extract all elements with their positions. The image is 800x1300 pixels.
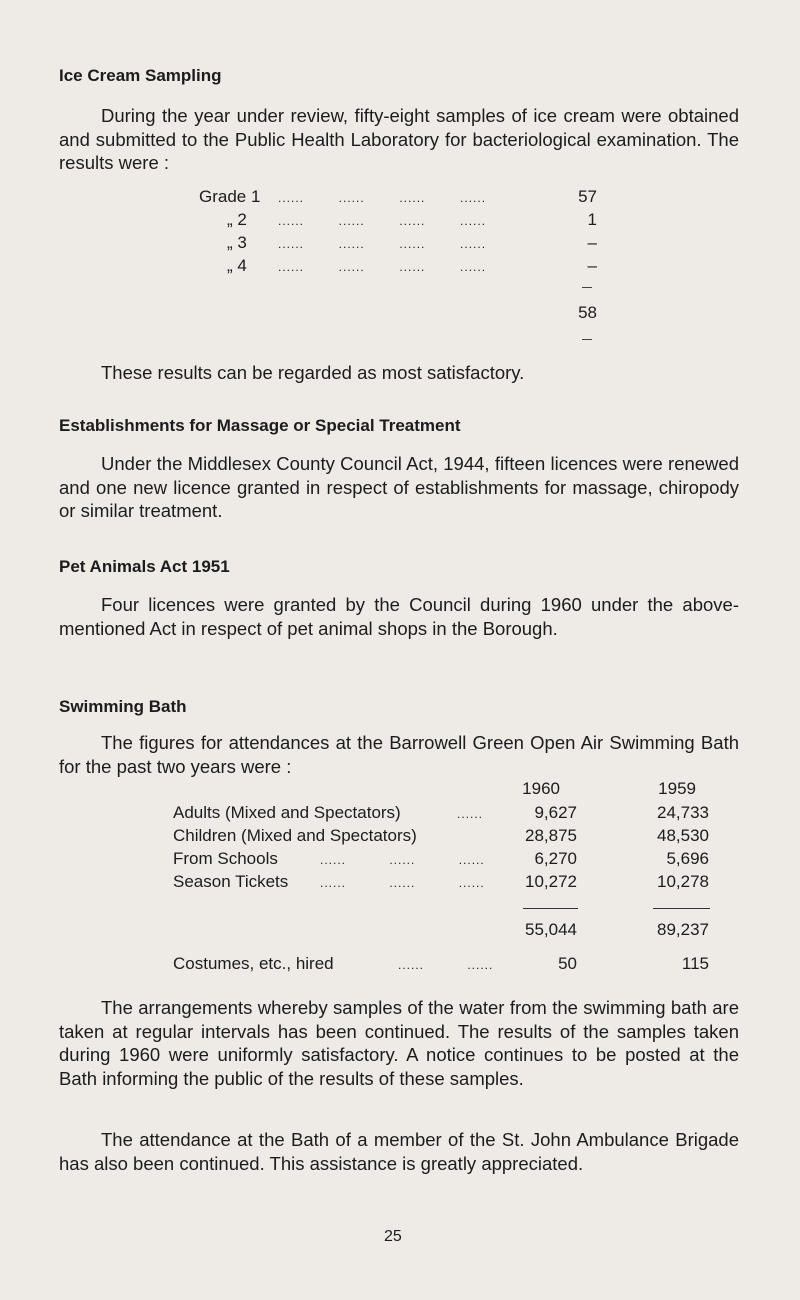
total-rule-1960 [523, 908, 578, 909]
grade-count: 57 [578, 187, 597, 206]
costumes-label: Costumes, etc., hired [173, 954, 334, 973]
swimming-intro: The figures for attendances at the Barrowell Green Open Air Swimming Bath for the past two years were : [59, 732, 739, 777]
leader-dots: ...... ...... ...... ...... [278, 237, 487, 251]
massage-heading: Establishments for Massage or Special Treatment [59, 416, 461, 435]
grade-label: „ 3 [227, 233, 247, 252]
swimming-row-label: Season Tickets [173, 872, 289, 891]
grade-label: „ 4 [227, 256, 247, 275]
grade-label: Grade 1 [199, 187, 261, 206]
swimming-samples-text: The arrangements whereby samples of the water from the swimming bath are taken at regular intervals has been continued. The results of the samples taken during 1960 were uniformly satisfactory. A notice continues to be posted at the Bath informing the public of the results of these samples. [59, 997, 739, 1089]
total-1960: 55,044 [525, 920, 577, 939]
swimming-row-label: Children (Mixed and Spectators) [173, 826, 417, 845]
value-1960: 28,875 [525, 826, 577, 845]
grade-count: – [587, 256, 597, 275]
leader-dots: ...... ...... ...... [320, 853, 485, 867]
swimming-ambulance-text: The attendance at the Bath of a member of the St. John Ambulance Brigade has also been continued. This assistance is greatly appreciated. [59, 1129, 739, 1174]
page-number: 25 [384, 1228, 402, 1245]
total-rule-top [582, 287, 592, 288]
ice-cream-total: 58 [578, 303, 597, 322]
value-1959: 10,278 [657, 872, 709, 891]
total-1959: 89,237 [657, 920, 709, 939]
column-header-1960: 1960 [522, 779, 560, 798]
value-1959: 48,530 [657, 826, 709, 845]
ice-cream-intro: During the year under review, fifty-eight samples of ice cream were obtained and submitted to the Public Health Laboratory for bacteriological examination. The results were : [59, 105, 739, 173]
costumes-1960: 50 [558, 954, 577, 973]
swimming-row-label: From Schools [173, 849, 278, 868]
massage-text: Under the Middlesex County Council Act, 1944, fifteen licences were renewed and one new licence granted in respect of establishments for massage, chiropody or similar treatment. [59, 453, 739, 521]
grade-count: 1 [587, 210, 597, 229]
column-header-1959: 1959 [658, 779, 696, 798]
swimming-heading: Swimming Bath [59, 697, 187, 716]
value-1960: 6,270 [534, 849, 577, 868]
grade-count: – [587, 233, 597, 252]
swimming-row-label: Adults (Mixed and Spectators) [173, 803, 401, 822]
total-rule-1959 [653, 908, 710, 909]
leader-dots: ...... ...... ...... ...... [278, 260, 487, 274]
costumes-1959: 115 [681, 954, 709, 973]
value-1960: 10,272 [525, 872, 577, 891]
leader-dots: ...... [457, 807, 484, 821]
pet-animals-heading: Pet Animals Act 1951 [59, 557, 230, 576]
leader-dots: ...... ...... ...... [320, 876, 485, 890]
total-rule-bottom [582, 339, 592, 340]
value-1960: 9,627 [534, 803, 577, 822]
value-1959: 5,696 [666, 849, 709, 868]
leader-dots: ...... ...... ...... ...... [278, 214, 487, 228]
ice-cream-conclusion: These results can be regarded as most satisfactory. [101, 362, 525, 383]
ice-cream-heading: Ice Cream Sampling [59, 66, 222, 85]
pet-animals-text: Four licences were granted by the Council during 1960 under the above-mentioned Act in respect of pet animal shops in the Borough. [59, 594, 739, 639]
value-1959: 24,733 [657, 803, 709, 822]
leader-dots: ...... ...... [398, 958, 494, 972]
leader-dots: ...... ...... ...... ...... [278, 191, 487, 205]
grade-label: „ 2 [227, 210, 247, 229]
